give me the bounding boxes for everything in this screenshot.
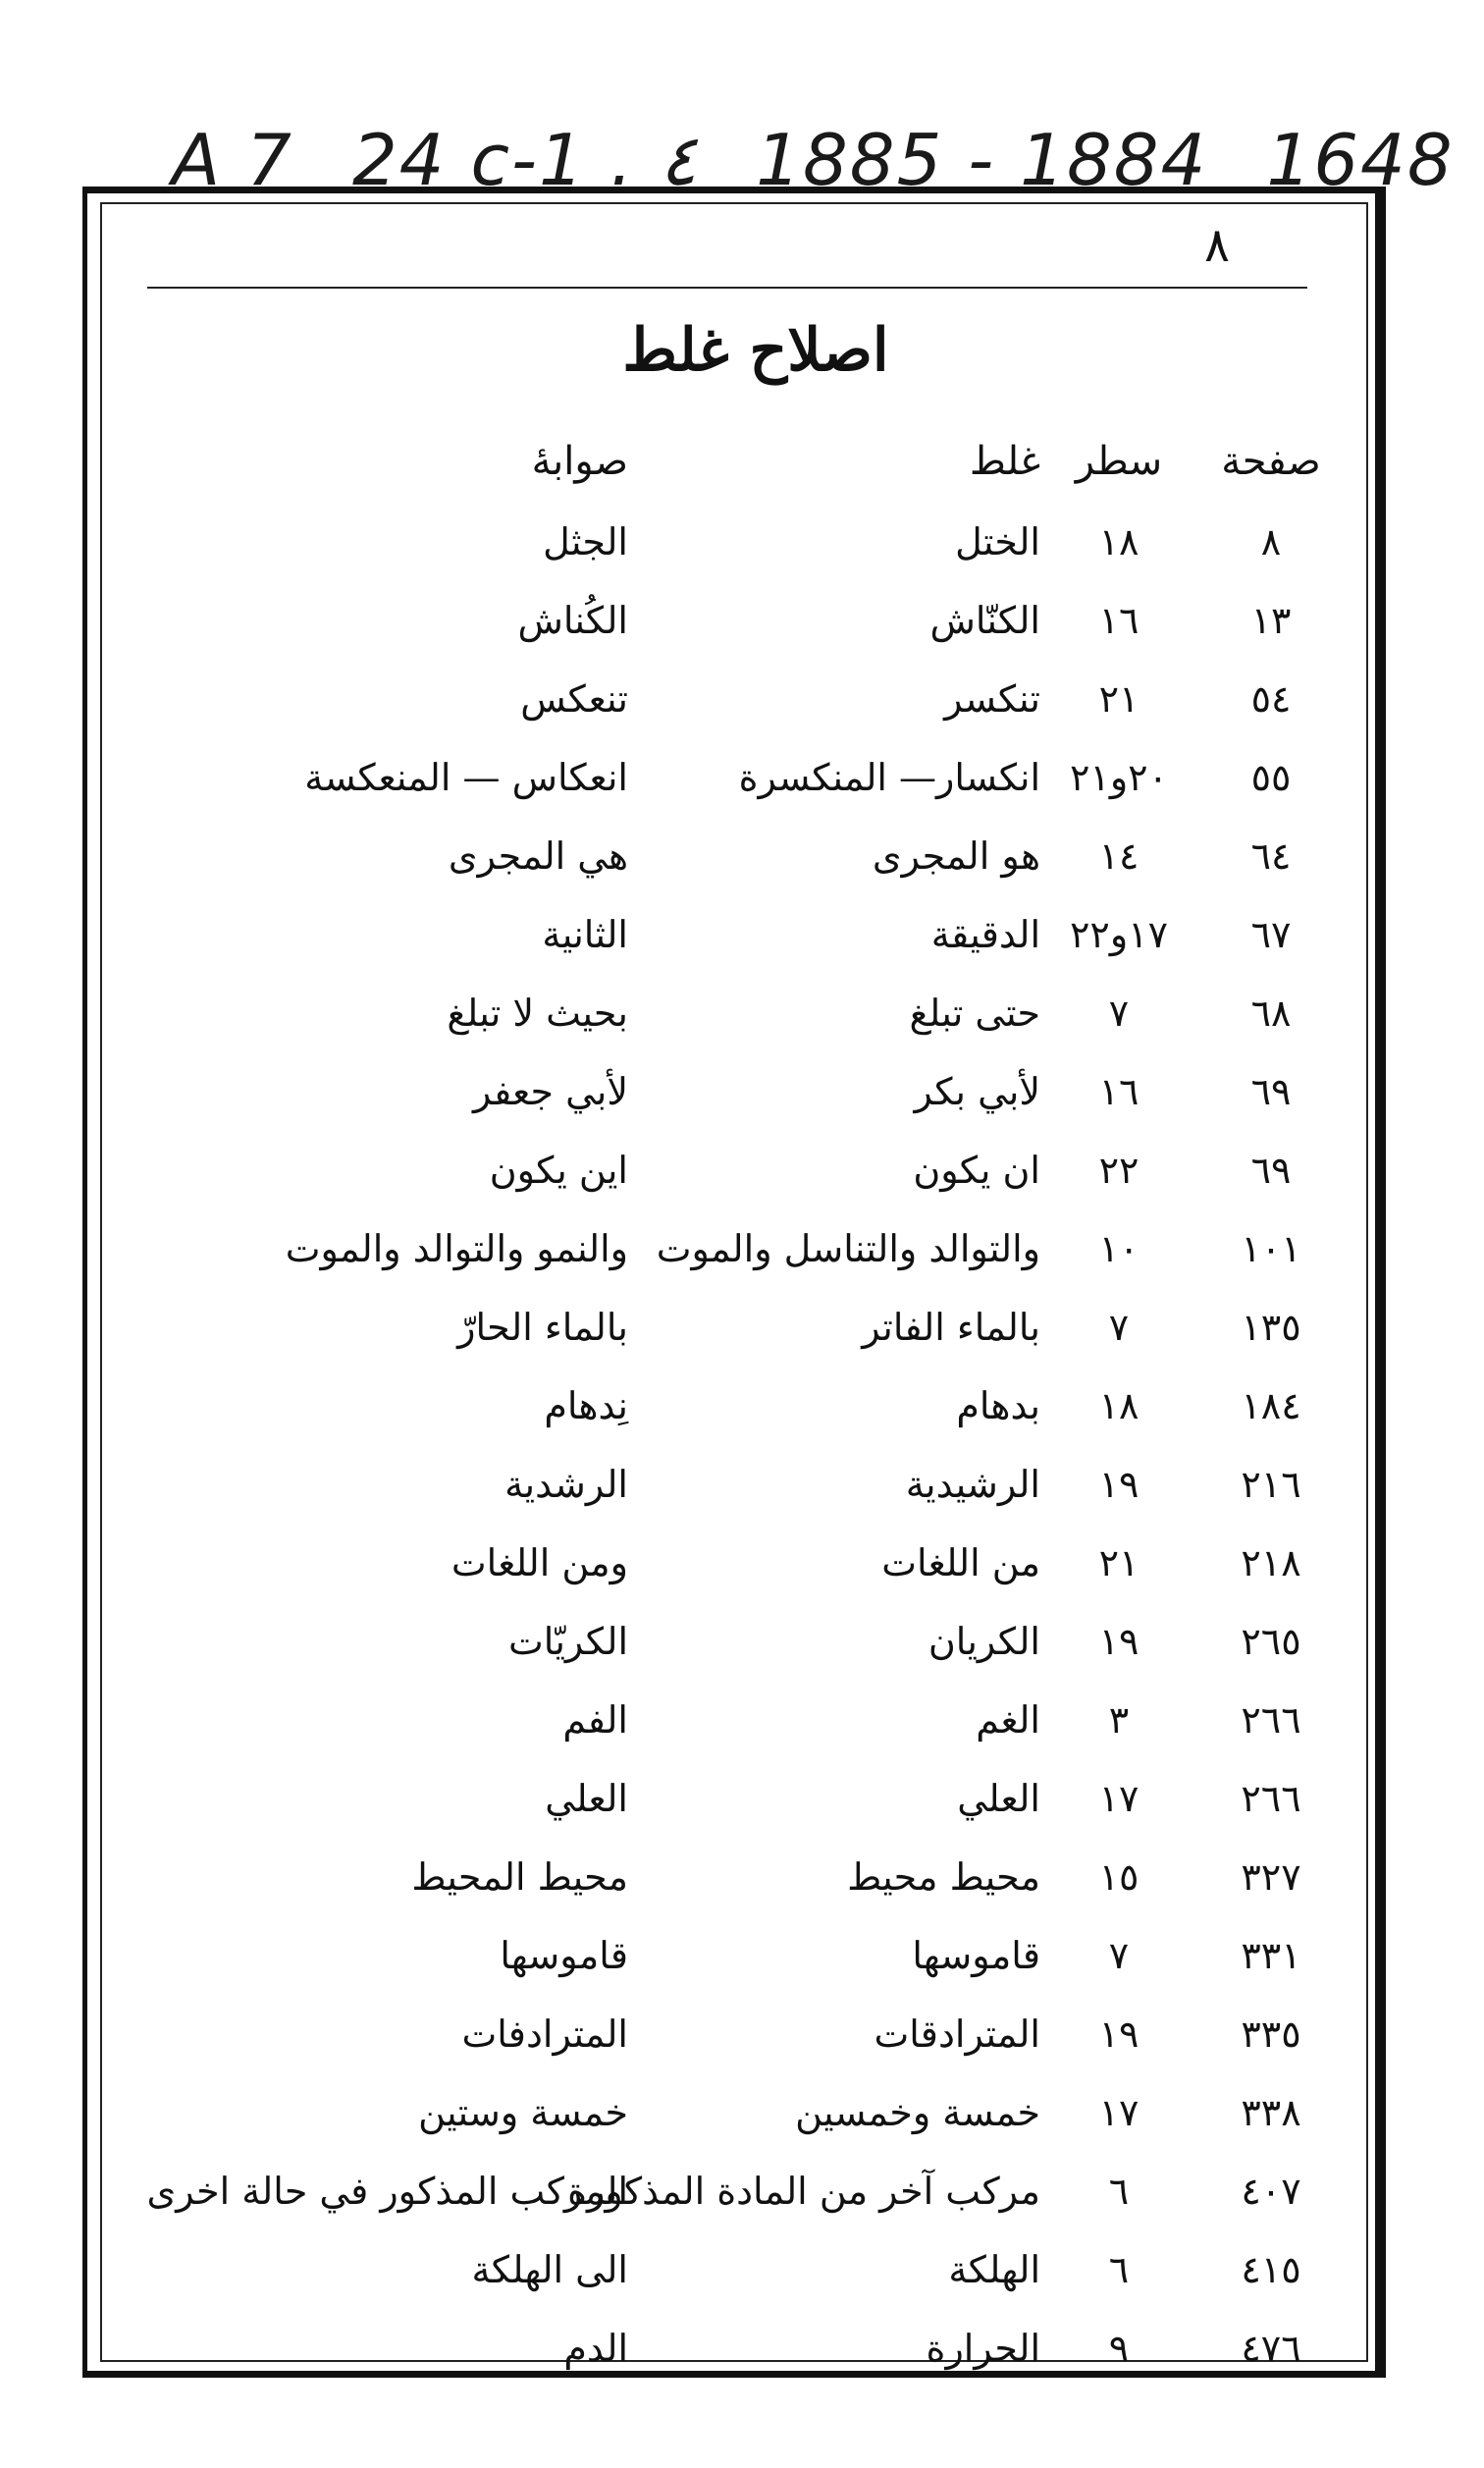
cell-page: ٢١٨ [1241, 1541, 1301, 1584]
cell-line: ٩ [1108, 2327, 1130, 2370]
cell-wrong: الدقيقة [930, 913, 1040, 956]
cell-page: ٤٧٦ [1241, 2327, 1301, 2370]
table-row [128, 2230, 1335, 2309]
cell-wrong: الختل [955, 520, 1040, 563]
page-number: ٨ [1204, 218, 1230, 273]
table-row [128, 1602, 1335, 1681]
header-rule [147, 287, 1307, 289]
cell-correct: محيط المحيط [411, 1855, 628, 1899]
cell-wrong: محيط محيط [847, 1855, 1040, 1899]
cell-correct: الكُناش [517, 599, 628, 642]
cell-correct: الجثل [543, 520, 628, 563]
cell-correct: تنعكس [520, 677, 628, 721]
table-row [128, 2309, 1335, 2388]
cell-wrong: الغم [976, 1698, 1040, 1742]
cell-correct: العلي [545, 1777, 628, 1820]
annotation-part: A 7 [172, 119, 293, 201]
table-row [128, 1288, 1335, 1367]
cell-line: ٦ [1108, 2170, 1130, 2213]
cell-line: ١٥ [1098, 1855, 1140, 1899]
cell-wrong: قاموسها [912, 1934, 1040, 1977]
cell-line: ١٠ [1098, 1227, 1140, 1270]
cell-wrong: خمسة وخمسين [795, 2091, 1040, 2134]
cell-correct: هي المجرى [448, 834, 628, 878]
cell-page: ٣٣١ [1241, 1934, 1301, 1977]
cell-page: ٤٠٧ [1241, 2170, 1301, 2213]
cell-wrong: تنكسر [944, 677, 1040, 721]
table-row [128, 581, 1335, 660]
table-row [128, 895, 1335, 974]
cell-wrong: الحرارة [926, 2327, 1040, 2370]
cell-correct: والنمو والتوالد والموت [285, 1227, 628, 1270]
cell-page: ٢١٦ [1241, 1463, 1301, 1506]
cell-correct: الكريّات [507, 1620, 628, 1663]
cell-wrong: العلي [957, 1777, 1040, 1820]
cell-line: ١٤ [1098, 834, 1140, 878]
cell-wrong: والتوالد والتناسل والموت [656, 1227, 1040, 1270]
cell-line: ٢٠و٢١ [1069, 756, 1168, 799]
header-correct: صوابهٔ [531, 439, 628, 484]
table-row [128, 1759, 1335, 1838]
cell-correct: الدم [563, 2327, 628, 2370]
cell-wrong: حتى تبلغ [909, 992, 1040, 1035]
cell-page: ٦٩ [1250, 1070, 1292, 1113]
cell-line: ١٦ [1098, 599, 1140, 642]
header-page: صفحة [1221, 439, 1321, 484]
table-row [128, 2152, 1335, 2230]
table-row [128, 1916, 1335, 1995]
cell-correct: قاموسها [500, 1934, 628, 1977]
cell-page: ٥٤ [1250, 677, 1292, 721]
cell-correct: المترادفات [461, 2012, 628, 2056]
cell-wrong: المترادقات [874, 2012, 1040, 2056]
cell-wrong: الهلكة [948, 2248, 1040, 2291]
cell-correct: اين يكون [489, 1149, 628, 1192]
cell-wrong: لأبي بكر [914, 1070, 1040, 1113]
table-row [128, 817, 1335, 895]
cell-page: ٨ [1260, 520, 1282, 563]
cell-line: ٧ [1108, 1934, 1130, 1977]
cell-line: ١٩ [1098, 1463, 1140, 1506]
cell-line: ٧ [1108, 1306, 1130, 1349]
cell-line: ١٧و٢٢ [1069, 913, 1168, 956]
cell-line: ١٧ [1098, 2091, 1140, 2134]
cell-page: ١٨٤ [1241, 1384, 1301, 1427]
table-row [128, 1681, 1335, 1759]
cell-line: ٢٢ [1098, 1149, 1140, 1192]
table-row [128, 1838, 1335, 1916]
table-row [128, 1995, 1335, 2073]
table-body [128, 503, 1335, 2388]
cell-correct: ومن اللغات [450, 1541, 628, 1584]
cell-correct: لأبي جعفر [472, 1070, 628, 1113]
cell-page: ٣٢٧ [1241, 1855, 1301, 1899]
cell-correct: الثانية [542, 913, 628, 956]
cell-correct: بالماء الحارّ [457, 1306, 628, 1349]
annotation-part: 24 c-1 . ٤ [351, 119, 698, 201]
cell-wrong: ان يكون [913, 1149, 1040, 1192]
header-line: سطر [1075, 439, 1163, 484]
cell-wrong: انكسار— المنكسرة [738, 756, 1040, 799]
cell-wrong: من اللغات [881, 1541, 1040, 1584]
table-row [128, 1367, 1335, 1445]
cell-correct: الرشدية [504, 1463, 628, 1506]
cell-correct: نِدهام [544, 1384, 628, 1427]
table-row [128, 2073, 1335, 2152]
cell-line: ١٩ [1098, 1620, 1140, 1663]
table-row [128, 1052, 1335, 1131]
cell-correct: المركب المذكور في حالة اخرى [146, 2170, 628, 2213]
cell-line: ٦ [1108, 2248, 1130, 2291]
cell-line: ١٨ [1098, 520, 1140, 563]
cell-page: ٦٧ [1250, 913, 1292, 956]
page-title: اصلاح غلط [622, 316, 889, 385]
cell-wrong: هو المجرى [872, 834, 1040, 878]
cell-correct: الفم [562, 1698, 628, 1742]
cell-page: ٤١٥ [1241, 2248, 1301, 2291]
cell-page: ٢٦٥ [1241, 1620, 1301, 1663]
cell-correct: الى الهلكة [471, 2248, 628, 2291]
cell-wrong: الكنّاش [929, 599, 1040, 642]
table-row [128, 1131, 1335, 1209]
table-row [128, 738, 1335, 817]
table-row [128, 503, 1335, 581]
header-wrong: غلط [969, 439, 1040, 484]
table-row [128, 660, 1335, 738]
cell-correct: انعكاس — المنعكسة [304, 756, 628, 799]
table-row [128, 1209, 1335, 1288]
cell-wrong: بدهام [956, 1384, 1040, 1427]
table-row [128, 1445, 1335, 1524]
cell-line: ١٩ [1098, 2012, 1140, 2056]
cell-page: ١٠١ [1241, 1227, 1301, 1270]
table-row [128, 1524, 1335, 1602]
annotation-part: 1885 - 1884 [756, 119, 1208, 201]
table-header [128, 422, 1335, 503]
cell-wrong: مركب آخر من المادة المذكورة [567, 2170, 1040, 2213]
cell-page: ٣٣٥ [1241, 2012, 1301, 2056]
cell-page: ٣٣٨ [1241, 2091, 1301, 2134]
cell-line: ١٨ [1098, 1384, 1140, 1427]
cell-line: ٧ [1108, 992, 1130, 1035]
cell-line: ١٧ [1098, 1777, 1140, 1820]
cell-correct: بحيث لا تبلغ [447, 992, 628, 1035]
cell-page: ٦٨ [1250, 992, 1292, 1035]
cell-wrong: الكريان [928, 1620, 1040, 1663]
cell-line: ٢١ [1098, 1541, 1140, 1584]
cell-wrong: الرشيدية [905, 1463, 1040, 1506]
cell-page: ١٣ [1250, 599, 1292, 642]
cell-page: ٥٥ [1250, 756, 1292, 799]
cell-page: ٢٦٦ [1241, 1698, 1301, 1742]
cell-line: ٢١ [1098, 677, 1140, 721]
annotation-part: 1648 [1266, 119, 1455, 201]
cell-page: ١٣٥ [1241, 1306, 1301, 1349]
cell-wrong: بالماء الفاتر [862, 1306, 1040, 1349]
table-row [128, 974, 1335, 1052]
cell-page: ٦٩ [1250, 1149, 1292, 1192]
cell-page: ٦٤ [1250, 834, 1292, 878]
errata-table [128, 422, 1335, 2388]
cell-line: ٣ [1108, 1698, 1130, 1742]
cell-page: ٢٦٦ [1241, 1777, 1301, 1820]
cell-line: ١٦ [1098, 1070, 1140, 1113]
cell-correct: خمسة وستين [418, 2091, 628, 2134]
